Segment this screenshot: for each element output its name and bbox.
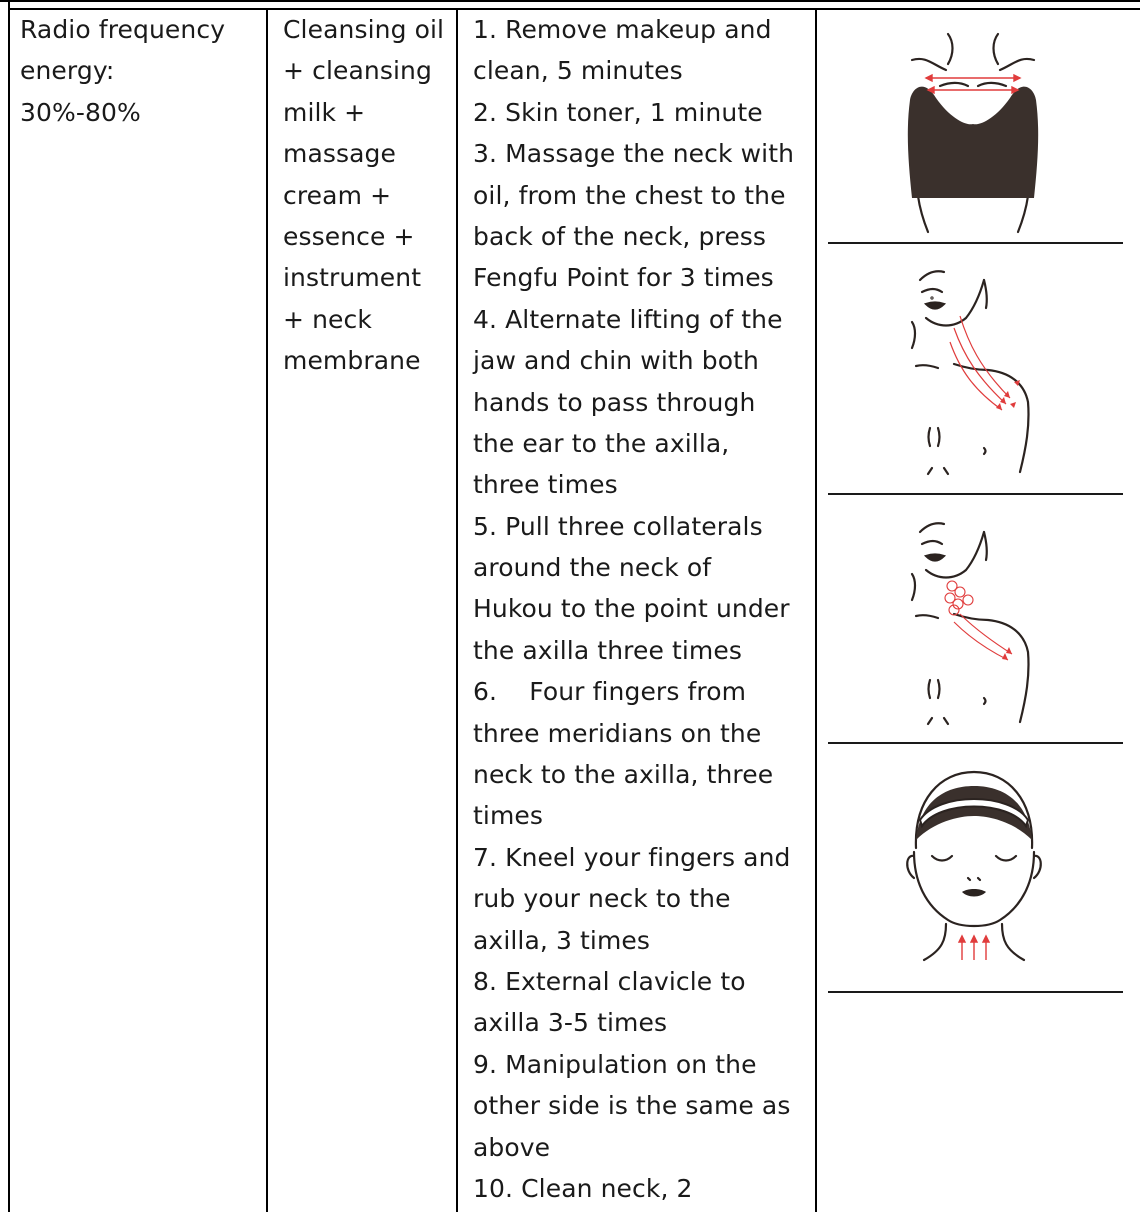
chest-massage-illustration [828, 20, 1123, 242]
illustration-divider-3 [828, 742, 1123, 744]
step-line: axilla 3-5 times [473, 1008, 668, 1038]
column-divider-2 [456, 8, 458, 1212]
products-line: membrane [283, 346, 421, 376]
products-line: instrument [283, 263, 422, 293]
table-top-border [0, 0, 1140, 2]
step-line: three times [473, 470, 618, 500]
steps-cell [473, 9, 794, 1209]
step-line: the axilla three times [473, 635, 742, 665]
step-line: 1. Remove makeup and [473, 15, 772, 44]
step-line: back of the neck, press [473, 221, 767, 251]
energy-cell [20, 9, 225, 133]
illustration-divider-2 [828, 493, 1123, 495]
illustration-divider-4 [828, 991, 1123, 993]
products-line: Cleansing oil [283, 15, 445, 44]
step-line: rub your neck to the [473, 884, 731, 914]
step-line: Hukou to the point under [473, 594, 790, 624]
step-line: neck to the axilla, three [473, 760, 774, 790]
energy-line: Radio frequency [20, 15, 226, 44]
step-line: 4. Alternate lifting of the [473, 304, 783, 334]
step-line: 2. Skin toner, 1 minute [473, 97, 763, 127]
step-line: 6. Four fingers from [473, 677, 747, 707]
step-line: times [473, 801, 544, 831]
step-line: 5. Pull three collaterals [473, 511, 763, 541]
step-line: clean, 5 minutes [473, 56, 683, 86]
neck-side-circles-illustration [828, 510, 1123, 742]
step-line: the ear to the axilla, [473, 428, 730, 458]
step-line: above [473, 1132, 551, 1162]
products-line: + cleansing [283, 56, 432, 86]
step-line: 9. Manipulation on the [473, 1049, 757, 1079]
products-cell [283, 9, 444, 382]
step-line: hands to pass through [473, 387, 756, 417]
products-line: + neck [283, 304, 372, 334]
step-line: 7. Kneel your fingers and [473, 842, 791, 872]
step-line: oil, from the chest to the [473, 180, 786, 210]
step-line: around the neck of [473, 553, 712, 583]
energy-line: energy: [20, 56, 115, 86]
products-line: milk + [283, 97, 366, 127]
step-line: three meridians on the [473, 718, 762, 748]
step-line: jaw and chin with both [473, 346, 759, 376]
step-line: 3. Massage the neck with [473, 139, 795, 169]
step-line: 10. Clean neck, 2 [473, 1173, 693, 1203]
energy-line: 30%-80% [20, 97, 141, 127]
step-line: Fengfu Point for 3 times [473, 263, 774, 293]
neck-side-arrows-illustration [828, 258, 1123, 492]
step-line: axilla, 3 times [473, 925, 651, 955]
products-line: essence + [283, 221, 415, 251]
step-line: other side is the same as [473, 1091, 791, 1121]
face-neck-up-arrows-illustration [828, 760, 1123, 990]
products-line: cream + [283, 180, 392, 210]
step-line: 8. External clavicle to [473, 966, 746, 996]
products-line: massage [283, 139, 396, 169]
column-divider-1 [266, 8, 268, 1212]
column-divider-3 [815, 8, 817, 1212]
illustration-divider-1 [828, 242, 1123, 244]
table-left-border [8, 0, 10, 1212]
